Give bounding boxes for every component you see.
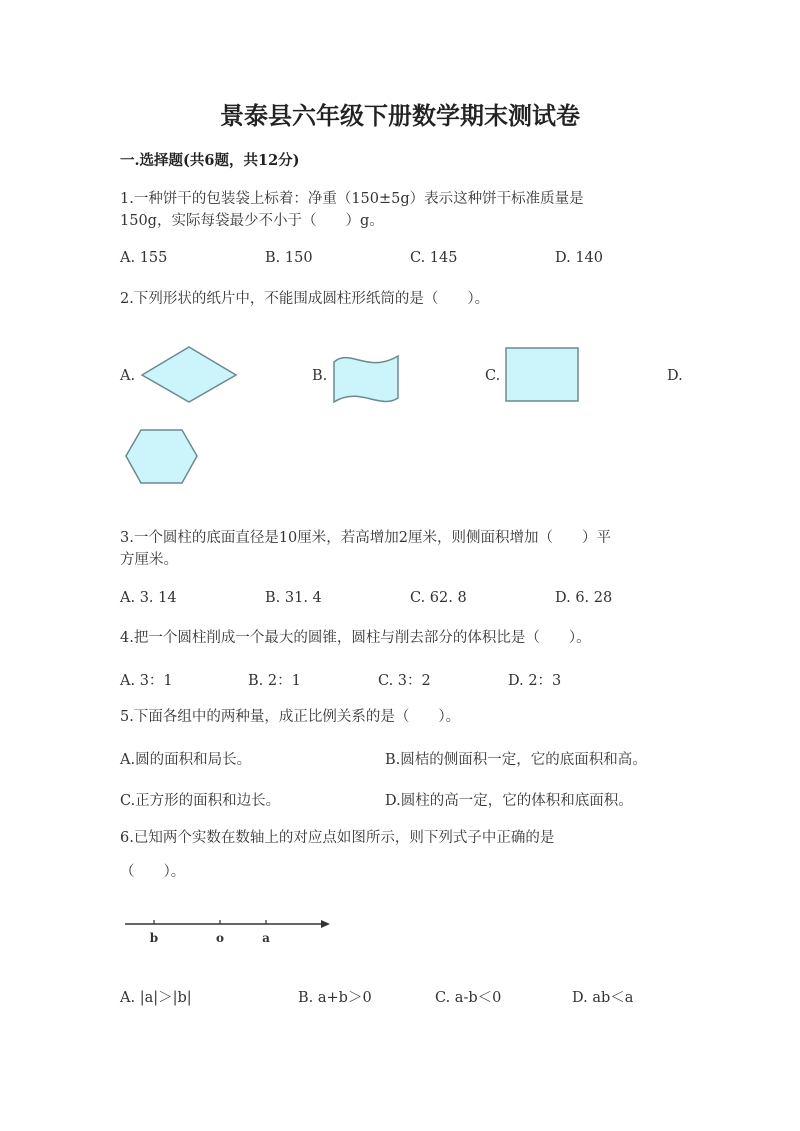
question-6-option-c[interactable]: C. a-b＜0 <box>435 990 502 1006</box>
question-6-line-2: （ ）。 <box>120 864 186 880</box>
page-title: 景泰县六年级下册数学期末测试卷 <box>220 101 580 130</box>
label-a: a <box>262 931 270 945</box>
question-4-option-b[interactable]: B. 2：1 <box>248 673 301 689</box>
question-1-option-a[interactable]: A. 155 <box>120 250 168 266</box>
question-2-option-a[interactable]: A. <box>120 368 136 384</box>
question-4-option-a[interactable]: A. 3：1 <box>120 673 173 689</box>
question-2-option-b[interactable]: B. <box>312 368 328 384</box>
question-6-option-b[interactable]: B. a+b＞0 <box>298 990 372 1006</box>
question-2-line-1: 2.下列形状的纸片中，不能围成圆柱形纸筒的是（ ）。 <box>120 291 490 307</box>
rhombus-shape <box>140 345 240 405</box>
question-2-option-c[interactable]: C. <box>485 368 501 384</box>
question-3-line-1: 3.一个圆柱的底面直径是10厘米，若高增加2厘米，则侧面积增加（ ）平 <box>120 530 612 546</box>
label-b: b <box>149 931 159 945</box>
hexagon-shape <box>124 428 200 486</box>
question-6-option-d[interactable]: D. ab＜a <box>572 990 634 1006</box>
question-5-option-b[interactable]: B.圆桔的侧面积一定，它的底面积和高。 <box>385 752 647 768</box>
question-5-line-1: 5.下面各组中的两种量，成正比例关系的是（ ）。 <box>120 709 461 725</box>
question-3-option-c[interactable]: C. 62. 8 <box>410 590 467 606</box>
question-4-line-1: 4.把一个圆柱削成一个最大的圆锥，圆柱与削去部分的体积比是（ ）。 <box>120 630 591 646</box>
question-1-option-c[interactable]: C. 145 <box>410 250 458 266</box>
question-4-option-d[interactable]: D. 2：3 <box>508 673 562 689</box>
question-1-line-1: 1.一种饼干的包装袋上标着：净重（150±5g）表示这种饼干标准质量是 <box>120 191 584 207</box>
question-1-line-2: 150g，实际每袋最少不小于（ ）g。 <box>120 213 384 229</box>
question-5-option-d[interactable]: D.圆柱的高一定，它的体积和底面积。 <box>385 793 633 809</box>
section-heading: 一.选择题(共6题，共12分) <box>120 152 300 169</box>
question-5-option-a[interactable]: A.圆的面积和局长。 <box>120 752 252 768</box>
question-1-option-b[interactable]: B. 150 <box>265 250 313 266</box>
question-5-option-c[interactable]: C.正方形的面积和边长。 <box>120 793 281 809</box>
question-3-option-a[interactable]: A. 3. 14 <box>120 590 177 606</box>
label-o: o <box>215 931 225 945</box>
question-6-line-1: 6.已知两个实数在数轴上的对应点如图所示，则下列式子中正确的是 <box>120 830 555 846</box>
question-6-option-a[interactable]: A. |a|＞|b| <box>120 990 192 1006</box>
question-3-option-d[interactable]: D. 6. 28 <box>555 590 613 606</box>
number-line <box>120 912 335 946</box>
wavy-rectangle-shape <box>332 352 402 407</box>
question-3-option-b[interactable]: B. 31. 4 <box>265 590 322 606</box>
question-4-option-c[interactable]: C. 3：2 <box>378 673 431 689</box>
rectangle-shape <box>505 347 581 403</box>
question-2-option-d[interactable]: D. <box>667 368 683 384</box>
question-1-option-d[interactable]: D. 140 <box>555 250 604 266</box>
question-3-line-2: 方厘米。 <box>120 552 178 568</box>
